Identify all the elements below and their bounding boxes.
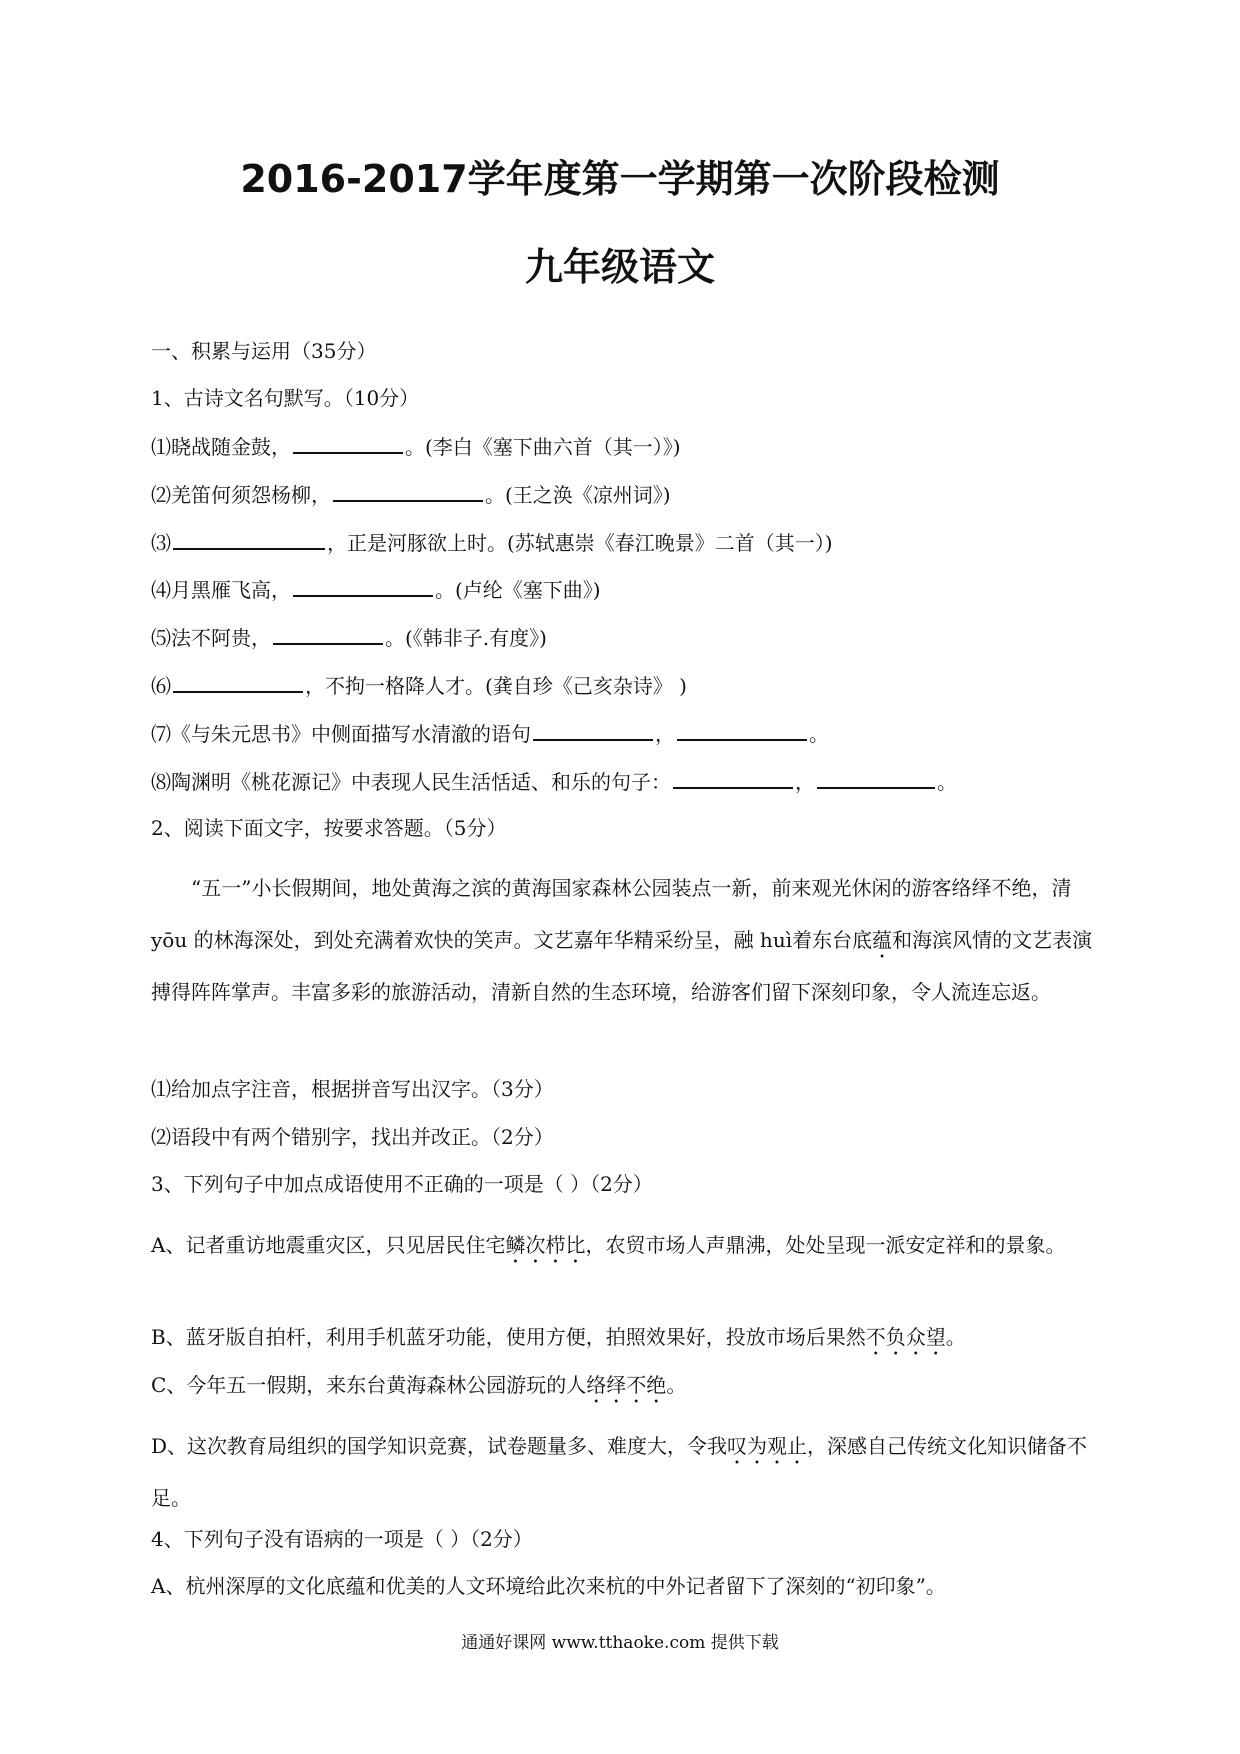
answer-blank[interactable] (173, 528, 325, 550)
q1-item-1: ⑴晓战随金鼓， 。(李白《塞下曲六首（其一）》) (151, 432, 1096, 460)
q1-item-5: ⑸法不阿贵， 。(《韩非子.有度》) (151, 623, 1096, 651)
q3-option-a: A、记者重访地震重灾区，只见居民住宅鳞次栉比，农贸市场人声鼎沸，处处呈现一派安定祥和的景象。 (151, 1233, 1066, 1257)
q3-stem: 3、下列句子中加点成语使用不正确的一项是（ ）（2分） (151, 1172, 653, 1196)
answer-blank[interactable] (817, 767, 935, 789)
q1-item-4: ⑷月黑雁飞高， 。(卢纶《塞下曲》) (151, 575, 1096, 603)
q3-option-c: C、今年五一假期，来东台黄海森林公园游玩的人络绎不绝。 (151, 1373, 687, 1397)
answer-blank[interactable] (673, 767, 793, 789)
q1-item-2: ⑵羌笛何须怨杨柳， 。(王之涣《凉州词》) (151, 480, 1096, 508)
q3-option-d: D、这次教育局组织的国学知识竞赛，试卷题量多、难度大，令我叹为观止，深感自己传统文化知识储备不足。 (151, 1434, 1088, 1510)
q1-item-8: ⑻陶渊明《桃花源记》中表现人民生活恬适、和乐的句子： ， 。 (151, 767, 1096, 795)
answer-blank[interactable] (333, 480, 483, 502)
answer-blank[interactable] (273, 623, 383, 645)
q3-option-b: B、蓝牙版自拍杆，利用手机蓝牙功能，使用方便，拍照效果好，投放市场后果然不负众望。 (151, 1325, 966, 1349)
answer-blank[interactable] (677, 719, 807, 741)
q2-sub-2: ⑵语段中有两个错别字，找出并改正。（2分） (151, 1125, 554, 1149)
answer-blank[interactable] (293, 575, 433, 597)
q4-stem: 4、下列句子没有语病的一项是（ ）（2分） (151, 1527, 533, 1551)
q1-item-6: ⑹ ，不拘一格降人才。(龚自珍《己亥杂诗》 ) (151, 671, 1096, 699)
page-footer: 通通好课网 www.tthaoke.com 提供下载 (461, 1633, 779, 1653)
q2-stem: 2、阅读下面文字，按要求答题。（5分） (151, 816, 507, 840)
q2-passage: “五一”小长假期间，地处黄海之滨的黄海国家森林公园装点一新，前来观光休闲的游客络绎不绝，清 yōu 的林海深处，到处充满着欢快的笑声。文艺嘉年华精采纷呈，融 huì着东台底蕴和海滨风情的文艺表演搏得阵阵掌声。丰富多彩的旅游活动，清新自然的生态环境，给游客们留下深刻印象，令人流连忘返。 (151, 876, 1093, 1004)
exam-subtitle: 九年级语文 (524, 245, 715, 289)
q1-item-7: ⑺《与朱元思书》中侧面描写水清澈的语句 ， 。 (151, 719, 1096, 747)
q2-sub-1: ⑴给加点字注音，根据拼音写出汉字。（3分） (151, 1077, 554, 1101)
answer-blank[interactable] (173, 671, 303, 693)
q1-stem: 1、古诗文名句默写。（10分） (151, 386, 420, 410)
q4-option-a: A、杭州深厚的文化底蕴和优美的人文环境给此次来杭的中外记者留下了深刻的“初印象”。 (151, 1574, 946, 1598)
q1-item-3: ⑶ ，正是河豚欲上时。(苏轼惠崇《春江晚景》二首（其一）) (151, 528, 1096, 556)
section-heading: 一、积累与运用（35分） (151, 339, 377, 363)
answer-blank[interactable] (533, 719, 653, 741)
answer-blank[interactable] (293, 432, 403, 454)
exam-title: 2016-2017学年度第一学期第一次阶段检测 (240, 157, 1000, 201)
